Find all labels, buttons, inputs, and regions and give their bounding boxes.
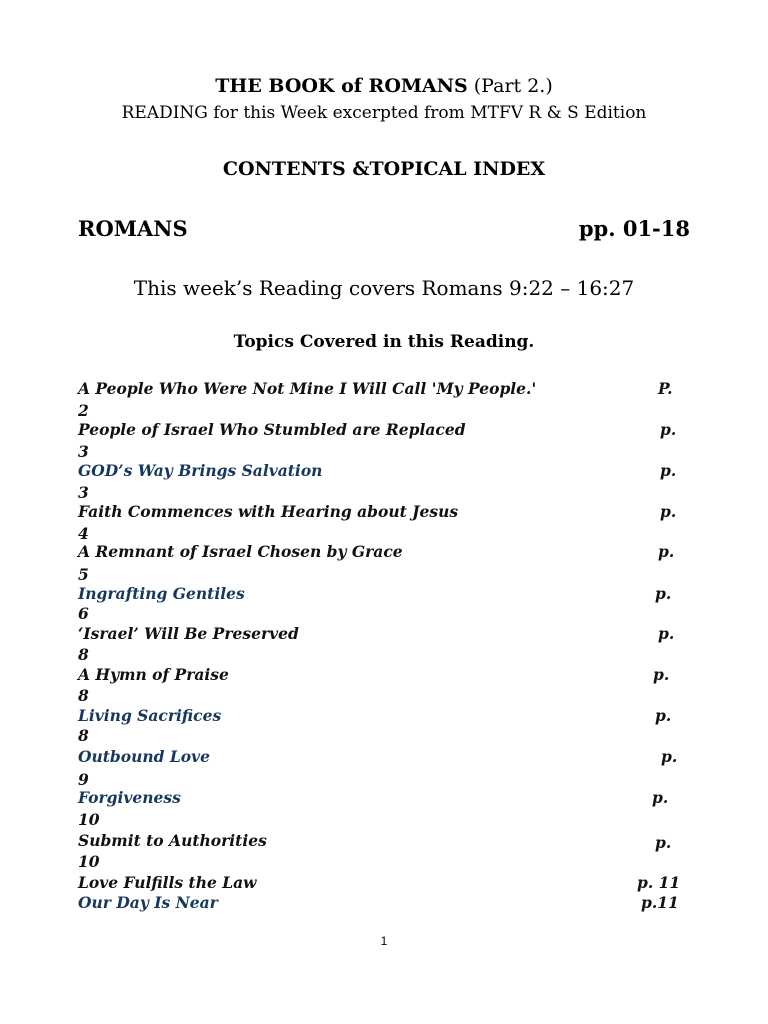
title-bold: THE BOOK of ROMANS: [215, 75, 468, 97]
topic-title: Outbound Love: [78, 747, 210, 766]
contents-heading: CONTENTS &TOPICAL INDEX: [222, 158, 546, 180]
topic-page: 4: [78, 524, 89, 543]
document-subtitle: READING for this Week excerpted from MTFV R & S Edition: [121, 103, 647, 123]
topic-page: 3: [78, 442, 89, 461]
topic-ref: p.: [655, 706, 672, 725]
topic-title: Our Day Is Near: [78, 893, 218, 912]
topic-page: 8: [78, 726, 89, 745]
topic-title: Living Sacrifices: [78, 706, 222, 725]
topic-ref: p.: [658, 542, 675, 561]
topic-ref: P.: [658, 379, 673, 398]
topic-page: 8: [78, 686, 89, 705]
topic-page: 10: [78, 852, 100, 871]
topic-title: A People Who Were Not Mine I Will Call 'My People.': [78, 379, 537, 398]
topic-ref: p.: [660, 461, 677, 480]
topic-title: Forgiveness: [78, 788, 181, 807]
page-number: 1: [380, 934, 388, 948]
topic-ref: p.11: [641, 893, 679, 912]
topic-ref: p.: [655, 584, 672, 603]
topic-ref: p.: [661, 747, 678, 766]
topic-page: 10: [78, 810, 100, 829]
topic-page: 5: [78, 565, 89, 584]
topic-ref: p.: [655, 833, 672, 852]
topic-title: Submit to Authorities: [78, 831, 267, 850]
book-pages: pp. 01-18: [578, 216, 690, 241]
topic-ref: p.: [658, 624, 675, 643]
topic-page: 3: [78, 483, 89, 502]
topic-title: ‘Israel’ Will Be Preserved: [78, 624, 299, 643]
reading-covers: This week’s Reading covers Romans 9:22 – 16:27: [133, 276, 635, 300]
topic-ref: p. 11: [637, 873, 681, 892]
topics-heading: Topics Covered in this Reading.: [233, 332, 535, 352]
book-name: ROMANS: [78, 216, 188, 241]
topic-ref: p.: [660, 420, 677, 439]
topic-page: 8: [78, 645, 89, 664]
topic-title: A Remnant of Israel Chosen by Grace: [78, 542, 403, 561]
topic-page: 2: [78, 401, 89, 420]
topic-ref: p.: [660, 502, 677, 521]
topic-title: Love Fulfills the Law: [78, 873, 257, 892]
topic-title: Ingrafting Gentiles: [78, 584, 245, 603]
topic-title: Faith Commences with Hearing about Jesus: [78, 502, 459, 521]
topic-ref: p.: [652, 788, 669, 807]
topic-ref: p.: [653, 665, 670, 684]
topic-title: People of Israel Who Stumbled are Replaced: [78, 420, 466, 439]
topic-page: 9: [78, 770, 89, 789]
title-part: (Part 2.): [467, 75, 553, 97]
topic-title: A Hymn of Praise: [78, 665, 229, 684]
document-title: [0, 75, 768, 97]
topic-page: 6: [78, 604, 89, 623]
topic-title: GOD’s Way Brings Salvation: [78, 461, 323, 480]
